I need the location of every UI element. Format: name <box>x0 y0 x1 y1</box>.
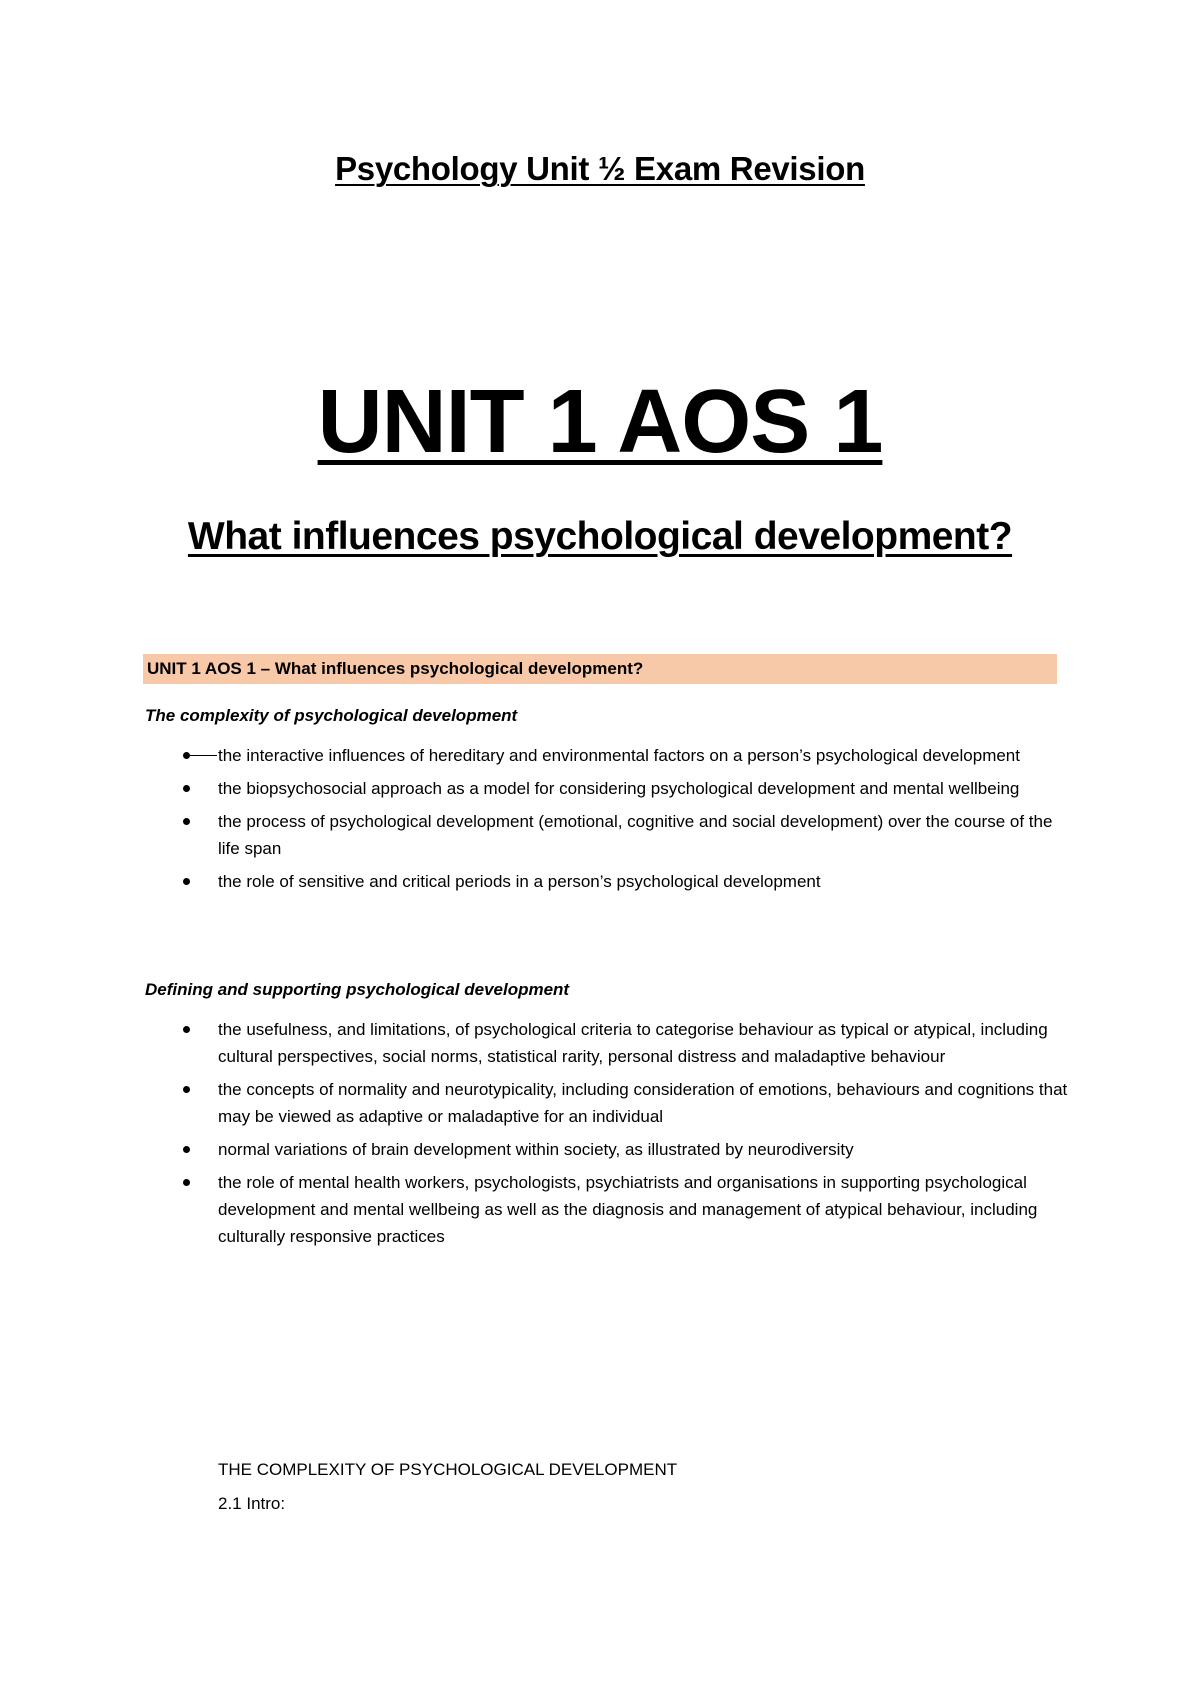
list-item <box>145 742 1075 769</box>
section-complexity <box>145 704 1075 901</box>
bullet-icon <box>183 818 190 825</box>
unit-heading: UNIT 1 AOS 1 <box>317 372 883 472</box>
document-title: Psychology Unit ½ Exam Revision <box>335 150 865 187</box>
list-item-text: the biopsychosocial approach as a model for considering psychological development and mental wellbeing <box>218 779 1020 798</box>
list-item-text: normal variations of brain development within society, as illustrated by neurodiversity <box>218 1140 854 1159</box>
list-item-text: the role of sensitive and critical periods in a person’s psychological development <box>218 872 821 891</box>
aos-highlight-bar: UNIT 1 AOS 1 – What influences psychological development? <box>143 654 1057 684</box>
list-item <box>145 1016 1075 1070</box>
list-item-text: the process of psychological development (emotional, cognitive and social development) over the course of the life span <box>218 812 1053 858</box>
list-item <box>145 868 1075 895</box>
bullet-icon <box>183 1146 190 1153</box>
list-item-text: the interactive influences of hereditary and environmental factors on a person’s psychological development <box>218 746 1020 765</box>
list-item <box>145 1169 1075 1250</box>
bullet-icon <box>183 1026 190 1033</box>
list-item <box>145 1136 1075 1163</box>
list-item-text: the usefulness, and limitations, of psychological criteria to categorise behaviour as typical or atypical, including cultural perspectives, social norms, statistical rarity, personal distress and maladaptive behaviour <box>218 1020 1048 1066</box>
list-item <box>145 775 1075 802</box>
bullet-icon <box>183 1179 190 1186</box>
section-heading: Defining and supporting psychological development <box>145 980 570 999</box>
section-defining-supporting <box>145 978 1075 1256</box>
list-item <box>145 808 1075 862</box>
list-item-text: the role of mental health workers, psychologists, psychiatrists and organisations in supporting psychological development and mental wellbeing as well as the diagnosis and management of atypical behaviour, including culturally responsive practices <box>218 1173 1038 1246</box>
bullet-icon <box>183 1086 190 1093</box>
unit-question-heading: What influences psychological development? <box>187 515 1013 558</box>
section-heading: The complexity of psychological development <box>145 706 518 725</box>
bullet-icon <box>183 785 190 792</box>
topic-heading: THE COMPLEXITY OF PSYCHOLOGICAL DEVELOPMENT <box>218 1460 678 1479</box>
bullet-connector-line <box>189 755 217 756</box>
list-item-text: the concepts of normality and neurotypicality, including consideration of emotions, behaviours and cognitions that may be viewed as adaptive or maladaptive for an individual <box>218 1080 1068 1126</box>
bullet-list <box>145 1016 1075 1250</box>
topic-subheading: 2.1 Intro: <box>218 1494 286 1513</box>
bullet-icon <box>183 878 190 885</box>
bullet-list <box>145 742 1075 895</box>
list-item <box>145 1076 1075 1130</box>
